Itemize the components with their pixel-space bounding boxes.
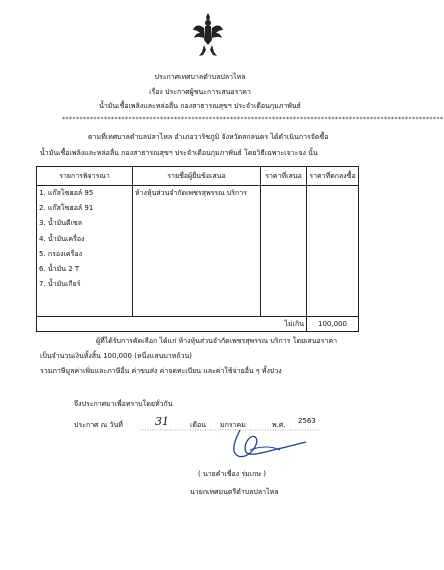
garuda-emblem <box>192 12 224 58</box>
procurement-table <box>36 166 359 332</box>
date-prefix: ประกาศ ณ วันที่ <box>74 421 123 429</box>
agreed-price-cell <box>307 186 359 317</box>
signature-mark <box>220 420 310 470</box>
signatory-name: ( นายคำเชื่อง ร่มเกษ ) <box>198 470 266 478</box>
list-item: 3. น้ำมันดีเซล <box>39 219 82 228</box>
offered-price-cell <box>261 186 307 317</box>
header-offered-price: ราคาที่เสนอ <box>261 167 307 186</box>
bidder-cell: ห้างหุ้นส่วนจำกัดเพชรสุพรรณ บริการ <box>133 186 261 317</box>
announcement-subject: เรื่อง ประกาศผู้ชนะการเสนอราคา <box>149 88 251 96</box>
table-row <box>37 186 359 317</box>
table-total-row <box>37 317 359 332</box>
total-value: 100,000 <box>307 317 359 332</box>
signatory-position: นายกเทศมนตรีตำบลปลาไหล <box>190 488 279 496</box>
list-item: 4. น้ำมันเครื่อง <box>39 234 85 243</box>
list-item: 6. น้ำมัน 2 T <box>39 264 80 273</box>
list-item: 5. กรองเครื่อง <box>39 249 82 258</box>
announcement-subject-detail: น้ำมันเชื้อเพลิงและหล่อลื่น กองสาธารณสุขฯ ประจำเดือนกุมภาพันธ์ <box>99 102 301 110</box>
list-item: 1. แก๊สโซฮอล์ 95 <box>39 189 94 197</box>
date-month-label: เดือน <box>190 421 206 429</box>
tax-line: รวมภาษีมูลค่าเพิ่มและภาษีอื่น ค่าขนส่ง ค่าจดทะเบียน และค่าใช้จ่ายอื่น ๆ ทั้งปวง <box>40 367 282 375</box>
winner-line: ผู้ที่ได้รับการคัดเลือก ได้แก่ ห้างหุ้นส่วนจำกัดเพชรสุพรรณ บริการ โดยเสนอราคา <box>96 337 338 345</box>
item-list <box>39 186 130 292</box>
header-agreed-price: ราคาที่ตกลงซื้อ <box>307 167 359 186</box>
total-label: ไม่เกิน <box>37 317 307 332</box>
date-year: 2563 <box>298 417 316 425</box>
header-bidders: รายชื่อผู้ยื่นข้อเสนอ <box>133 167 261 186</box>
intro-line-1: ตามที่เทศบาลตำบลปลาไหล อำเภอวาริชภูมิ จังหวัดสกลนคร ได้ดำเนินการจัดซื้อ <box>88 133 329 141</box>
amount-line: เป็นจำนวนเงินทั้งสิ้น 100,000 (หนึ่งแสนบาทถ้วน) <box>40 352 193 360</box>
star-divider: ************************************************************************************************************* <box>62 116 444 123</box>
date-month: มกราคม <box>220 421 246 429</box>
closing-line: จึงประกาศมาเพื่อทราบโดยทั่วกัน <box>74 400 173 408</box>
list-item: 2. แก๊สโซฮอล์ 91 <box>39 204 94 213</box>
date-year-label: พ.ศ. <box>272 421 286 429</box>
list-item: 7. น้ำมันเกียร์ <box>39 280 81 289</box>
header-items: รายการพิจารณา <box>37 167 133 186</box>
items-cell <box>37 186 133 317</box>
announcement-title: ประกาศเทศบาลตำบลปลาไหล <box>154 73 246 81</box>
intro-line-2: น้ำมันเชื้อเพลิงและหล่อลื่น กองสาธารณสุขฯ ประจำเดือนกุมภาพันธ์ โดยวิธีเฉพาะเจาะจง นั้น <box>40 149 318 157</box>
date-day: 31 <box>155 415 169 428</box>
table-header-row <box>37 167 359 186</box>
